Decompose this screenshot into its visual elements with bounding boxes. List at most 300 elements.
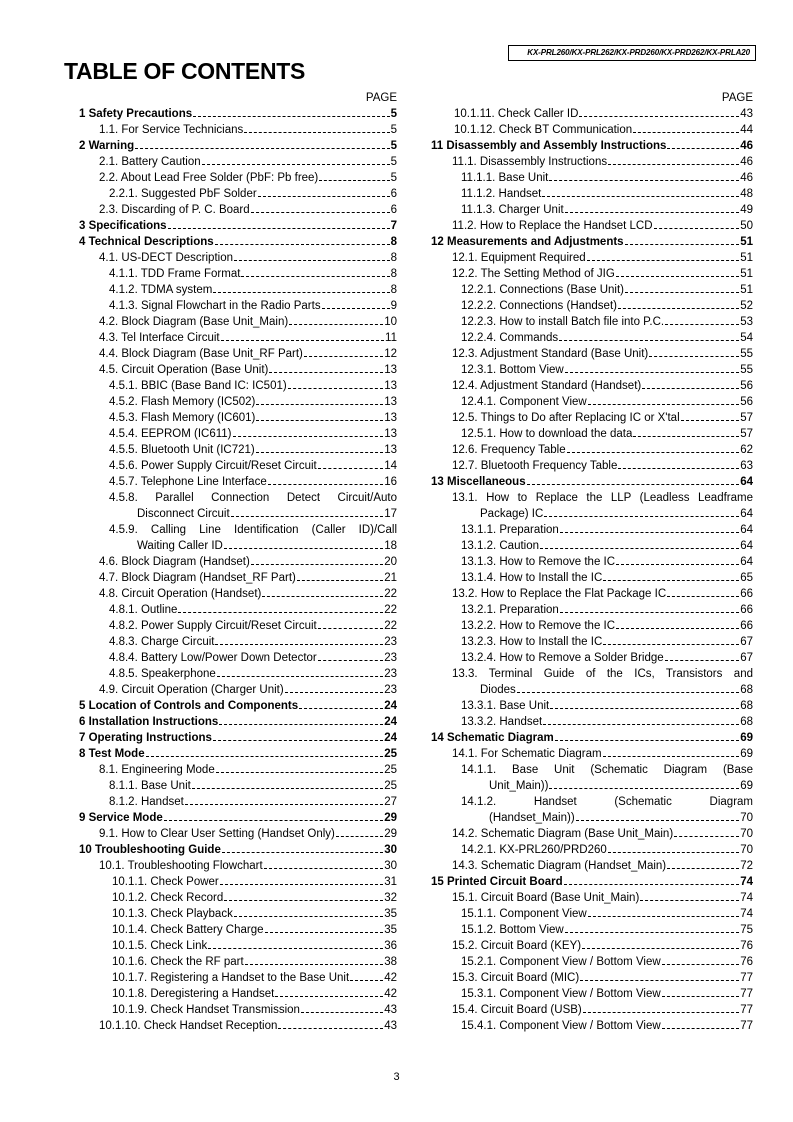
toc-entry[interactable]: [425, 858, 753, 874]
toc-entry[interactable]: [425, 794, 753, 826]
toc-entry[interactable]: [70, 986, 397, 1002]
toc-entry-page: 5: [390, 108, 397, 120]
toc-entry-page: 8: [390, 284, 397, 296]
toc-entry-title: 12.7. Bluetooth Frequency Table: [452, 460, 618, 472]
dot-leader: [213, 284, 389, 293]
toc-entry[interactable]: [425, 874, 753, 890]
toc-entry[interactable]: [425, 218, 753, 234]
toc-entry-page: 76: [740, 940, 753, 952]
toc-entry[interactable]: [425, 634, 753, 650]
dot-leader: [258, 188, 390, 197]
toc-entry-title: 10.1.5. Check Link: [112, 940, 208, 952]
toc-entry-page: 67: [740, 636, 753, 648]
toc-entry[interactable]: [70, 970, 397, 986]
toc-entry[interactable]: [425, 458, 753, 474]
toc-entry-page: 38: [384, 956, 397, 968]
toc-entry-page: 76: [740, 956, 753, 968]
toc-entry-title: 10.1.3. Check Playback: [112, 908, 233, 920]
toc-entry-title: 13.3.1. Base Unit: [461, 700, 550, 712]
dot-leader: [135, 140, 389, 149]
dot-leader: [543, 716, 739, 725]
toc-entry-page: 77: [740, 972, 753, 984]
toc-entry[interactable]: [425, 730, 753, 746]
toc-entry[interactable]: [70, 714, 397, 730]
toc-entry-title: 11.1. Disassembly Instructions: [452, 156, 608, 168]
toc-entry-page: 74: [740, 876, 753, 888]
toc-entry-title: 12.6. Frequency Table: [452, 444, 566, 456]
toc-entry[interactable]: [70, 250, 397, 266]
toc-entry-page: 74: [740, 908, 753, 920]
toc-entry-page: 29: [384, 812, 397, 824]
toc-entry-title: 10.1.2. Check Record: [112, 892, 224, 904]
toc-entry-page: 69: [740, 732, 753, 744]
toc-entry-page: 63: [740, 460, 753, 472]
toc-entry-title: 2.2.1. Suggested PbF Solder: [109, 188, 257, 200]
toc-entry-page: 7: [390, 220, 397, 232]
dot-leader: [208, 940, 383, 949]
toc-entry-title: 13.2.1. Preparation: [461, 604, 559, 616]
toc-entry-page: 35: [384, 908, 397, 920]
toc-entry[interactable]: [425, 330, 753, 346]
toc-entry[interactable]: [70, 730, 397, 746]
dot-leader: [178, 604, 383, 613]
toc-entry-title: 10.1.12. Check BT Communication: [454, 124, 633, 136]
toc-entry[interactable]: [425, 938, 753, 954]
toc-entry-page: 55: [740, 348, 753, 360]
toc-entry[interactable]: [425, 202, 753, 218]
toc-entry[interactable]: [70, 362, 397, 378]
toc-entry-page: 25: [384, 748, 397, 760]
toc-entry[interactable]: [70, 298, 397, 314]
toc-entry[interactable]: [70, 394, 397, 410]
toc-entry[interactable]: [70, 442, 397, 458]
toc-entry[interactable]: [70, 122, 397, 138]
toc-entry[interactable]: [70, 138, 397, 154]
dot-leader: [262, 588, 383, 597]
toc-entry-page: 77: [740, 988, 753, 1000]
toc-entry[interactable]: [70, 666, 397, 682]
toc-entry-page: 5: [390, 140, 397, 152]
toc-entry[interactable]: [70, 858, 397, 874]
dot-leader: [322, 300, 390, 309]
dot-leader: [244, 124, 389, 133]
toc-entry-page: 43: [740, 108, 753, 120]
dot-leader: [603, 572, 739, 581]
toc-entry[interactable]: [425, 122, 753, 138]
toc-entry[interactable]: [70, 954, 397, 970]
toc-entry[interactable]: [70, 314, 397, 330]
dot-leader: [251, 204, 390, 213]
dot-leader: [231, 508, 384, 517]
dot-leader: [268, 476, 383, 485]
toc-entry-title: 15.4. Circuit Board (USB): [452, 1004, 582, 1016]
toc-entry-title: 2.2. About Lead Free Solder (PbF: Pb free): [99, 172, 319, 184]
toc-entry-title-continued: Disconnect Circuit: [137, 508, 230, 520]
toc-entry-title: 14.2. Schematic Diagram (Base Unit_Main): [452, 828, 674, 840]
toc-entry[interactable]: [425, 378, 753, 394]
toc-entry[interactable]: [425, 586, 753, 602]
toc-entry-title: 10.1. Troubleshooting Flowchart: [99, 860, 263, 872]
toc-entry-page: 49: [740, 204, 753, 216]
dot-leader: [275, 988, 383, 997]
toc-entry[interactable]: [425, 346, 753, 362]
toc-entry-title: 4.5.2. Flash Memory (IC502): [109, 396, 256, 408]
toc-entry[interactable]: [425, 362, 753, 378]
toc-entry[interactable]: [70, 586, 397, 602]
toc-entry[interactable]: [425, 394, 753, 410]
toc-entry-title: 14.1.1. Base Unit (Schematic Diagram (Base: [461, 764, 753, 776]
toc-entry-page: 50: [740, 220, 753, 232]
toc-entry-title: 4.6. Block Diagram (Handset): [99, 556, 250, 568]
dot-leader: [251, 556, 383, 565]
toc-entry[interactable]: [70, 794, 397, 810]
dot-leader: [559, 332, 739, 341]
toc-entry-title: 4.5. Circuit Operation (Base Unit): [99, 364, 269, 376]
toc-entry[interactable]: [70, 426, 397, 442]
toc-entry-page: 77: [740, 1020, 753, 1032]
toc-entry-title: 8.1. Engineering Mode: [99, 764, 215, 776]
toc-entry[interactable]: [425, 138, 753, 154]
toc-entry-page: 43: [384, 1004, 397, 1016]
dot-leader: [220, 876, 383, 885]
toc-entry-title: 10.1.7. Registering a Handset to the Base Unit: [112, 972, 350, 984]
dot-leader: [649, 348, 739, 357]
toc-entry[interactable]: [425, 106, 753, 122]
toc-entry-page: 13: [384, 380, 397, 392]
toc-entry[interactable]: [70, 890, 397, 906]
toc-entry[interactable]: [70, 778, 397, 794]
toc-entry[interactable]: [70, 490, 397, 522]
toc-entry[interactable]: [70, 170, 397, 186]
toc-entry-title: 8.1.2. Handset: [109, 796, 184, 808]
toc-entry-title: 12.2. The Setting Method of JIG: [452, 268, 615, 280]
dot-leader: [674, 828, 739, 837]
toc-entry-page: 10: [384, 316, 397, 328]
toc-entry-title: 9.1. How to Clear User Setting (Handset Only): [99, 828, 335, 840]
toc-entry-page: 44: [740, 124, 753, 136]
toc-entry[interactable]: [70, 650, 397, 666]
toc-entry[interactable]: [425, 570, 753, 586]
toc-entry-page: 62: [740, 444, 753, 456]
toc-entry-page: 56: [740, 396, 753, 408]
toc-entry[interactable]: [425, 986, 753, 1002]
toc-entry-page: 35: [384, 924, 397, 936]
toc-entry[interactable]: [70, 826, 397, 842]
toc-entry-title-continued: (Handset_Main)): [489, 812, 575, 824]
toc-entry[interactable]: [425, 298, 753, 314]
toc-entry[interactable]: [425, 762, 753, 794]
toc-entry-title: 14 Schematic Diagram: [431, 732, 554, 744]
toc-entry[interactable]: [425, 474, 753, 490]
toc-entry[interactable]: [70, 874, 397, 890]
toc-entry[interactable]: [425, 170, 753, 186]
dot-leader: [350, 972, 383, 981]
dot-leader: [540, 540, 739, 549]
toc-entry[interactable]: [425, 554, 753, 570]
toc-entry-page: 21: [384, 572, 397, 584]
toc-entry-title: 6 Installation Instructions: [79, 716, 219, 728]
toc-entry-title: 4.5.8. Parallel Connection Detect Circuit/Auto: [109, 492, 397, 504]
toc-entry-title: 8.1.1. Base Unit: [109, 780, 191, 792]
toc-entry[interactable]: [70, 602, 397, 618]
toc-entry[interactable]: [425, 650, 753, 666]
toc-entry-page: 42: [384, 988, 397, 1000]
toc-entry[interactable]: [425, 1002, 753, 1018]
dot-leader: [667, 140, 739, 149]
toc-entry-page: 70: [740, 828, 753, 840]
toc-entry[interactable]: [425, 250, 753, 266]
toc-entry-page: 43: [384, 1020, 397, 1032]
toc-entry[interactable]: [70, 186, 397, 202]
toc-entry-title: 4.5.5. Bluetooth Unit (IC721): [109, 444, 255, 456]
toc-entry[interactable]: [425, 922, 753, 938]
toc-entry-title: 15.2. Circuit Board (KEY): [452, 940, 582, 952]
toc-entry-page: 54: [740, 332, 753, 344]
dot-leader: [234, 252, 390, 261]
toc-entry-page: 55: [740, 364, 753, 376]
dot-leader: [608, 156, 739, 165]
toc-entry[interactable]: [425, 970, 753, 986]
dot-leader: [245, 956, 384, 965]
toc-entry-title: 2.3. Discarding of P. C. Board: [99, 204, 250, 216]
toc-entry-page: 14: [384, 460, 397, 472]
toc-entry-title: 4.1. US-DECT Description: [99, 252, 233, 264]
toc-entry[interactable]: [70, 938, 397, 954]
toc-list-right: [425, 106, 753, 1034]
dot-leader: [582, 940, 739, 949]
toc-entry-page: 22: [384, 604, 397, 616]
toc-entry-page: 69: [740, 780, 753, 792]
toc-entry-title: 14.1.2. Handset (Schematic Diagram: [461, 796, 753, 808]
toc-entry-title: 1.1. For Service Technicians: [99, 124, 244, 136]
toc-entry-page: 17: [384, 508, 397, 520]
toc-entry-page: 8: [390, 236, 397, 248]
toc-entry-page: 69: [740, 748, 753, 760]
toc-entry-title: 4.1.2. TDMA system: [109, 284, 213, 296]
toc-entry[interactable]: [70, 234, 397, 250]
dot-leader: [633, 428, 739, 437]
toc-entry[interactable]: [70, 746, 397, 762]
toc-entry[interactable]: [425, 1018, 753, 1034]
toc-entry[interactable]: [70, 922, 397, 938]
toc-entry[interactable]: [425, 954, 753, 970]
toc-entry[interactable]: [425, 538, 753, 554]
toc-entry[interactable]: [425, 154, 753, 170]
toc-entry[interactable]: [70, 1018, 397, 1034]
toc-entry-page: 42: [384, 972, 397, 984]
dot-leader: [550, 700, 739, 709]
toc-entry-title: 15.1. Circuit Board (Base Unit_Main): [452, 892, 640, 904]
dot-leader: [216, 764, 383, 773]
toc-entry[interactable]: [70, 698, 397, 714]
toc-entry[interactable]: [70, 202, 397, 218]
toc-entry[interactable]: [425, 666, 753, 698]
dot-leader: [542, 188, 739, 197]
toc-entry[interactable]: [425, 490, 753, 522]
toc-entry-page: 23: [384, 684, 397, 696]
toc-entry[interactable]: [425, 314, 753, 330]
toc-entry-title: 13.1.2. Caution: [461, 540, 540, 552]
toc-entry[interactable]: [70, 810, 397, 826]
toc-entry-title: 2 Warning: [79, 140, 135, 152]
dot-leader: [640, 892, 739, 901]
toc-entry-title: 4.5.3. Flash Memory (IC601): [109, 412, 256, 424]
toc-entry[interactable]: [425, 442, 753, 458]
toc-entry[interactable]: [425, 746, 753, 762]
page-column-label: PAGE: [365, 92, 397, 104]
toc-entry-page: 22: [384, 588, 397, 600]
toc-entry-title: 12.3.1. Bottom View: [461, 364, 564, 376]
toc-entry-title: 10.1.6. Check the RF part: [112, 956, 244, 968]
toc-entry[interactable]: [70, 458, 397, 474]
dot-leader: [662, 956, 740, 965]
toc-entry[interactable]: [70, 554, 397, 570]
toc-entry-title: 15.3. Circuit Board (MIC): [452, 972, 580, 984]
toc-entry-page: 57: [740, 428, 753, 440]
toc-entry[interactable]: [70, 906, 397, 922]
toc-entry[interactable]: [425, 410, 753, 426]
toc-entry-title: 13.1.3. How to Remove the IC: [461, 556, 616, 568]
toc-entry-page: 68: [740, 684, 753, 696]
model-numbers-box: KX-PRL260/KX-PRL262/KX-PRD260/KX-PRD262/KX-PRLA20: [508, 45, 756, 61]
toc-entry[interactable]: [70, 762, 397, 778]
toc-entry[interactable]: [70, 154, 397, 170]
toc-entry-page: 64: [740, 556, 753, 568]
toc-entry-page: 56: [740, 380, 753, 392]
toc-entry-title: 13.1.1. Preparation: [461, 524, 559, 536]
dot-leader: [567, 444, 740, 453]
toc-entry[interactable]: [70, 282, 397, 298]
toc-entry[interactable]: [425, 522, 753, 538]
toc-entry[interactable]: [425, 698, 753, 714]
toc-entry[interactable]: [70, 410, 397, 426]
dot-leader: [625, 236, 740, 245]
toc-entry-page: 46: [740, 140, 753, 152]
toc-entry[interactable]: [70, 218, 397, 234]
page-title: TABLE OF CONTENTS: [64, 58, 306, 84]
toc-entry[interactable]: [70, 474, 397, 490]
toc-entry[interactable]: [70, 570, 397, 586]
toc-entry-title: 4.7. Block Diagram (Handset_RF Part): [99, 572, 296, 584]
dot-leader: [587, 252, 740, 261]
dot-leader: [289, 316, 383, 325]
toc-entry-title-continued: Unit_Main)): [489, 780, 549, 792]
dot-leader: [146, 748, 384, 757]
toc-entry-page: 67: [740, 652, 753, 664]
toc-entry[interactable]: [70, 346, 397, 362]
toc-entry-page: 23: [384, 668, 397, 680]
toc-entry-title: 13.2.2. How to Remove the IC: [461, 620, 616, 632]
dot-leader: [549, 172, 739, 181]
dot-leader: [560, 524, 739, 533]
dot-leader: [565, 924, 739, 933]
toc-entry-page: 75: [740, 924, 753, 936]
dot-leader: [304, 348, 383, 357]
toc-entry-title: 11.1.1. Base Unit: [461, 172, 549, 184]
toc-entry-page: 68: [740, 700, 753, 712]
toc-entry[interactable]: [425, 826, 753, 842]
toc-entry[interactable]: [425, 714, 753, 730]
toc-entry-title: 4.8. Circuit Operation (Handset): [99, 588, 262, 600]
dot-leader: [264, 860, 384, 869]
toc-entry[interactable]: [425, 234, 753, 250]
toc-entry-title: 4.5.9. Calling Line Identification (Caller ID)/Call: [109, 524, 397, 536]
toc-entry[interactable]: [425, 906, 753, 922]
toc-entry-title: 1 Safety Precautions: [79, 108, 193, 120]
toc-entry-title: 11 Disassembly and Assembly Instructions: [431, 140, 667, 152]
toc-entry-title: 4.8.2. Power Supply Circuit/Reset Circuit: [109, 620, 317, 632]
toc-entry[interactable]: [70, 330, 397, 346]
toc-entry-page: 5: [390, 172, 397, 184]
toc-entry-page: 13: [384, 396, 397, 408]
dot-leader: [667, 860, 739, 869]
toc-entry-page: 46: [740, 172, 753, 184]
toc-entry[interactable]: [425, 426, 753, 442]
toc-entry-title: 10.1.8. Deregistering a Handset: [112, 988, 275, 1000]
toc-entry[interactable]: [70, 522, 397, 554]
toc-entry[interactable]: [70, 106, 397, 122]
toc-entry-title: 13.3. Terminal Guide of the ICs, Transistors and: [452, 668, 753, 680]
toc-entry[interactable]: [425, 618, 753, 634]
toc-entry-title: 13.1. How to Replace the LLP (Leadless Leadframe: [452, 492, 753, 504]
toc-entry-title: 4.8.5. Speakerphone: [109, 668, 216, 680]
dot-leader: [616, 620, 739, 629]
toc-entry-title: 4.8.1. Outline: [109, 604, 178, 616]
toc-entry-title: 10.1.1. Check Power: [112, 876, 219, 888]
toc-entry-title: 13.2.4. How to Remove a Solder Bridge: [461, 652, 664, 664]
toc-entry-title: 12.2.1. Connections (Base Unit): [461, 284, 625, 296]
dot-leader: [288, 380, 384, 389]
dot-leader: [221, 332, 384, 341]
toc-entry[interactable]: [70, 266, 397, 282]
toc-entry[interactable]: [70, 842, 397, 858]
toc-entry[interactable]: [425, 282, 753, 298]
toc-entry-page: 57: [740, 412, 753, 424]
toc-entry[interactable]: [70, 634, 397, 650]
dot-leader: [241, 268, 389, 277]
dot-leader: [665, 316, 739, 325]
toc-entry[interactable]: [70, 618, 397, 634]
toc-entry[interactable]: [70, 378, 397, 394]
dot-leader: [222, 844, 383, 853]
toc-entry[interactable]: [70, 1002, 397, 1018]
dot-leader: [185, 796, 383, 805]
dot-leader: [256, 396, 383, 405]
dot-leader: [193, 108, 389, 117]
toc-entry-title: 4.2. Block Diagram (Base Unit_Main): [99, 316, 289, 328]
toc-entry[interactable]: [425, 186, 753, 202]
toc-entry[interactable]: [425, 602, 753, 618]
toc-entry-title: 14.1. For Schematic Diagram: [452, 748, 602, 760]
dot-leader: [319, 172, 389, 181]
dot-leader: [608, 844, 739, 853]
toc-entry-title: 10 Troubleshooting Guide: [79, 844, 221, 856]
dot-leader: [588, 908, 739, 917]
toc-entry-page: 70: [740, 812, 753, 824]
toc-entry-page: 66: [740, 588, 753, 600]
dot-leader: [564, 876, 740, 885]
dot-leader: [164, 812, 383, 821]
toc-entry-page: 64: [740, 476, 753, 488]
toc-entry[interactable]: [425, 890, 753, 906]
toc-entry-title: 12.2.2. Connections (Handset): [461, 300, 617, 312]
toc-entry-title: 4.5.7. Telephone Line Interface: [109, 476, 267, 488]
dot-leader: [285, 684, 383, 693]
toc-entry-title: 15.4.1. Component View / Bottom View: [461, 1020, 661, 1032]
toc-entry[interactable]: [70, 682, 397, 698]
toc-entry[interactable]: [425, 266, 753, 282]
toc-entry[interactable]: [425, 842, 753, 858]
